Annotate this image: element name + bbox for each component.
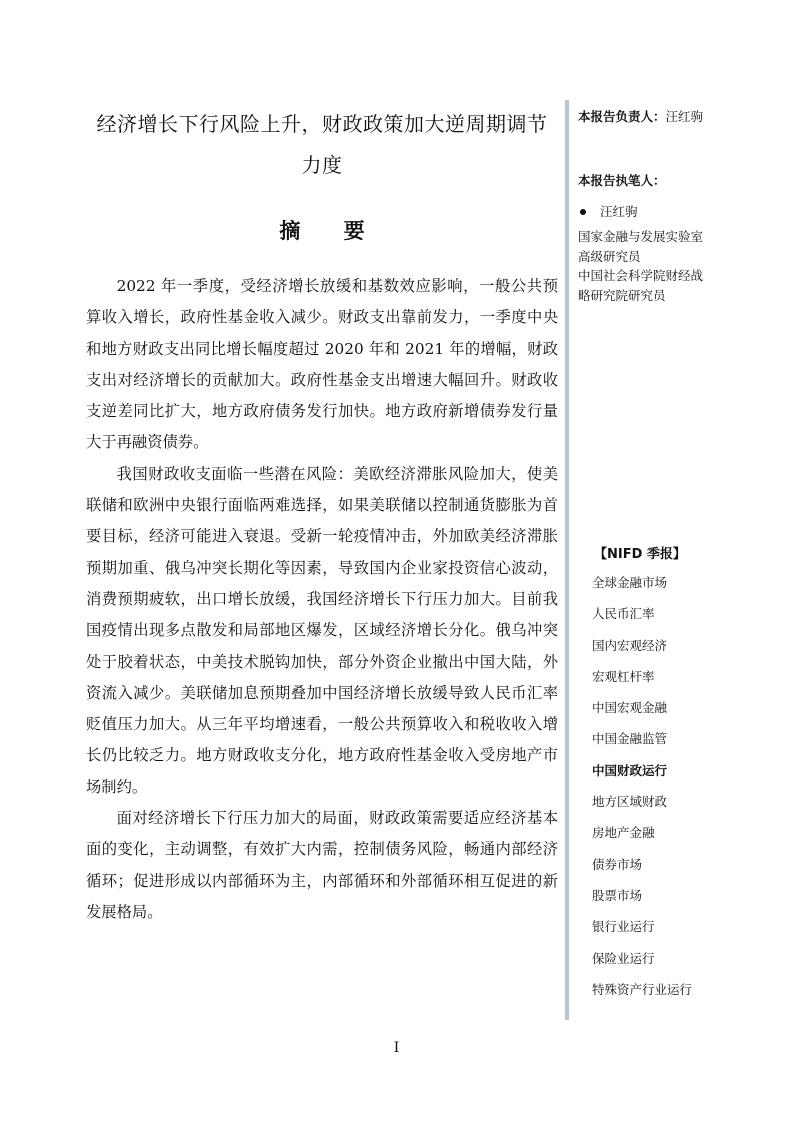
series-item: 债券市场 <box>592 856 643 872</box>
report-responsible <box>578 106 703 127</box>
affiliation-line: 中国社会科学院财经战 <box>578 268 704 283</box>
series-item: 银行业运行 <box>592 919 655 935</box>
series-item: 国内宏观经济 <box>592 637 668 653</box>
page-number: I <box>393 1040 400 1056</box>
affiliation-line: 高级研究员 <box>578 248 641 264</box>
main-column <box>86 104 558 928</box>
document-title <box>86 104 558 186</box>
series-item: 中国宏观金融 <box>592 700 668 716</box>
responsible-name: 汪红驹 <box>665 109 704 124</box>
authors-label <box>578 170 666 191</box>
abstract-paragraph-1: 2022 年一季度，受经济增长放缓和基数效应影响，一般公共预算收入增长，政府性基金收入减少。财政支出靠前发力，一季度中央和地方财政支出同比增长幅度超过 2020 年和 2021 年的增幅，财政支出对经济增长的贡献加大。政府性基金支出增速大幅回升。财政收支逆差同比扩大，地方政府债务发行加快。地方政府新增债券发行量大于再融资债券。 <box>86 277 558 452</box>
series-title: 【NIFD 季报】 <box>594 547 686 562</box>
series-item: 保险业运行 <box>592 950 655 966</box>
series-item: 股票市场 <box>592 887 643 903</box>
author-name: 汪红驹 <box>600 204 638 219</box>
abstract-paragraph-3: 面对经济增长下行压力加大的局面，财政政策需要适应经济基本面的变化，主动调整，有效扩大内需，控制债务风险，畅通内部经济循环；促进形成以内部循环为主，内部循环和外部循环相互促进的新发展格局。 <box>86 809 558 921</box>
affiliation-line: 国家金融与发展实验室 <box>578 229 704 244</box>
bullet-icon <box>580 209 586 215</box>
sidebar-divider <box>565 100 569 1020</box>
series-item: 特殊资产行业运行 <box>592 981 693 997</box>
series-item: 全球金融市场 <box>592 575 668 590</box>
series-item: 房地产金融 <box>592 825 655 841</box>
series-item: 地方区域财政 <box>592 794 668 810</box>
title-line-2: 力度 <box>301 153 343 177</box>
authors-label-text: 本报告执笔人： <box>578 173 666 188</box>
responsible-label: 本报告负责人： <box>578 109 666 124</box>
series-item: 中国财政运行 <box>592 762 668 778</box>
author-affiliation <box>578 227 728 305</box>
author-entry <box>578 201 638 222</box>
series-item: 人民币汇率 <box>592 606 655 622</box>
series-list <box>592 574 692 1012</box>
abstract-heading: 摘 要 <box>279 219 383 243</box>
series-item: 中国金融监管 <box>592 731 668 747</box>
affiliation-line: 略研究院研究员 <box>578 287 666 303</box>
series-item: 宏观杠杆率 <box>592 668 655 684</box>
title-line-1: 经济增长下行风险上升，财政政策加大逆周期调节 <box>96 112 548 136</box>
abstract-paragraph-2: 我国财政收支面临一些潜在风险：美欧经济滞胀风险加大，使美联储和欧洲中央银行面临两难选择，如果美联储以控制通货膨胀为首要目标，经济可能进入衰退。受新一轮疫情冲击，外加欧美经济滞胀预期加重、俄乌冲突长期化等因素，导致国内企业家投资信心波动，消费预期疲软，出口增长放缓，我国经济增长下行压力加大。目前我国疫情出现多点散发和局部地区爆发，区域经济增长分化。俄乌冲突处于胶着状态，中美技术脱钩加快，部分外资企业撤出中国大陆，外资流入减少。美联储加息预期叠加中国经济增长放缓导致人民币汇率贬值压力加大。从三年平均增速看，一般公共预算收入和税收收入增长仍比较乏力。地方财政收支分化，地方政府性基金收入受房地产市场制约。 <box>86 464 558 796</box>
